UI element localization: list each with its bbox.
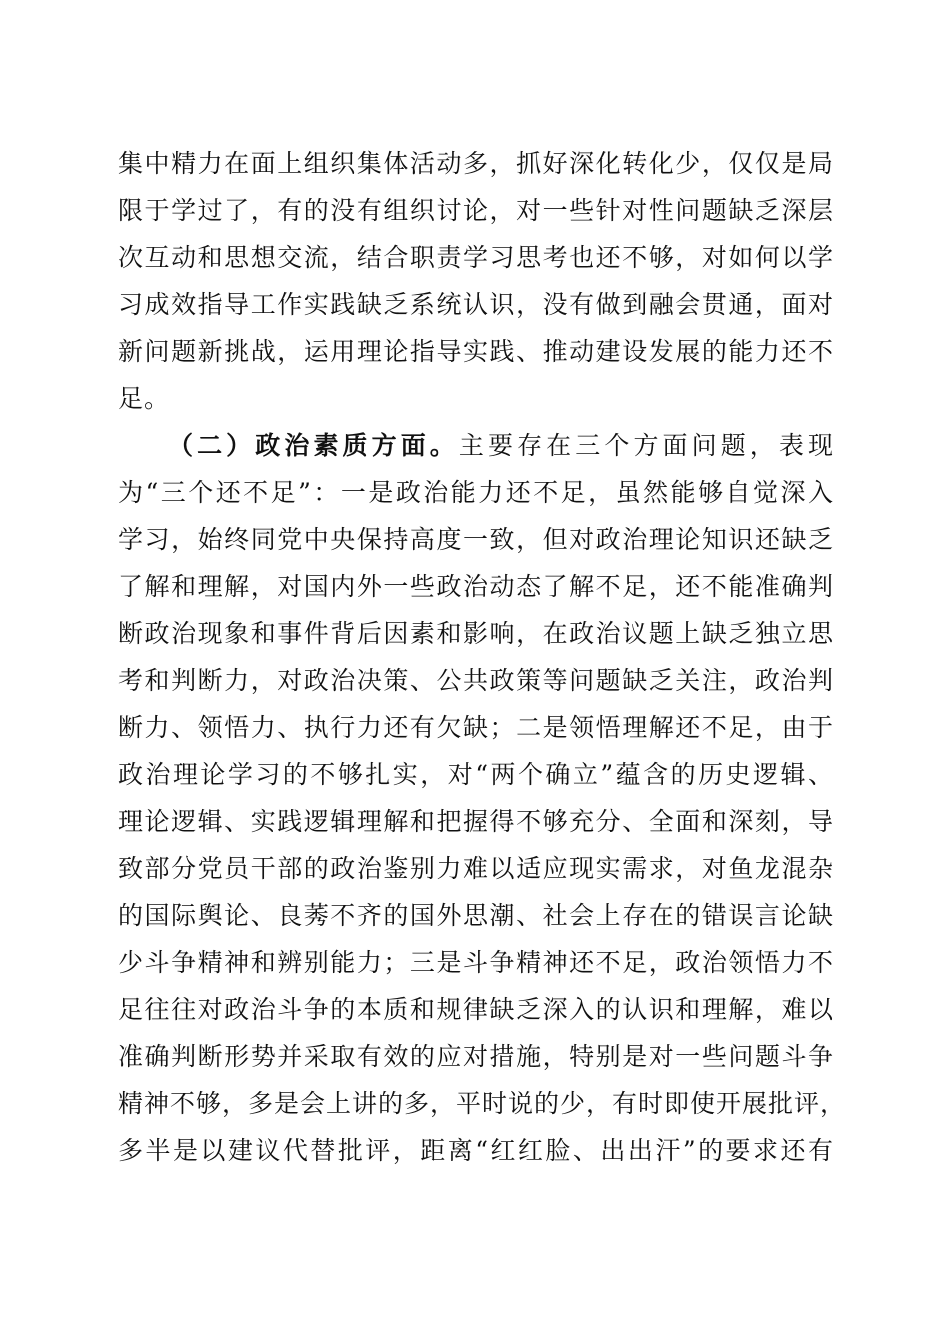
text-line: 足往往对政治斗争的本质和规律缺乏深入的认识和理解，难以 xyxy=(118,995,834,1024)
text-line: 足。 xyxy=(118,384,171,413)
text-line: 理论逻辑、实践逻辑理解和把握得不够充分、全面和深刻，导 xyxy=(118,807,834,836)
text-line: 准确判断形势并采取有效的应对措施，特别是对一些问题斗争 xyxy=(118,1042,834,1071)
paragraph-1 xyxy=(118,140,834,422)
text-line: 断力、领悟力、执行力还有欠缺；二是领悟理解还不足，由于 xyxy=(118,713,834,742)
section-heading-rest: 主要存在三个方面问题，表现 xyxy=(458,431,834,460)
text-line: 考和判断力，对政治决策、公共政策等问题缺乏关注，政治判 xyxy=(118,666,834,695)
text-line: 学习，始终同党中央保持高度一致，但对政治理论知识还缺乏 xyxy=(118,525,834,554)
text-line: 精神不够，多是会上讲的多，平时说的少，有时即使开展批评， xyxy=(118,1089,847,1118)
section-heading: （二）政治素质方面。 xyxy=(168,431,459,460)
text-line: 断政治现象和事件背后因素和影响，在政治议题上缺乏独立思 xyxy=(118,619,834,648)
text-line: 习成效指导工作实践缺乏系统认识，没有做到融会贯通，面对 xyxy=(118,290,834,319)
text-line: 多半是以建议代替批评，距离“红红脸、出出汗”的要求还有 xyxy=(118,1136,834,1165)
text-line: 次互动和思想交流，结合职责学习思考也还不够，对如何以学 xyxy=(118,243,834,272)
text-line: 限于学过了，有的没有组织讨论，对一些针对性问题缺乏深层 xyxy=(118,196,834,225)
text-line: 少斗争精神和辨别能力；三是斗争精神还不足，政治领悟力不 xyxy=(118,948,834,977)
text-line: 集中精力在面上组织集体活动多，抓好深化转化少，仅仅是局 xyxy=(118,149,834,178)
section-heading-line xyxy=(118,422,834,469)
text-line: 了解和理解，对国内外一些政治动态了解不足，还不能准确判 xyxy=(118,572,834,601)
paragraph-2 xyxy=(118,422,847,1174)
text-line: 的国际舆论、良莠不齐的国外思潮、社会上存在的错误言论缺 xyxy=(118,901,834,930)
text-line: 致部分党员干部的政治鉴别力难以适应现实需求，对鱼龙混杂 xyxy=(118,854,834,883)
document-body xyxy=(118,140,847,1174)
text-line: 为“三个还不足”：一是政治能力还不足，虽然能够自觉深入 xyxy=(118,478,834,507)
text-line: 政治理论学习的不够扎实，对“两个确立”蕴含的历史逻辑、 xyxy=(118,760,834,789)
text-line: 新问题新挑战，运用理论指导实践、推动建设发展的能力还不 xyxy=(118,337,834,366)
